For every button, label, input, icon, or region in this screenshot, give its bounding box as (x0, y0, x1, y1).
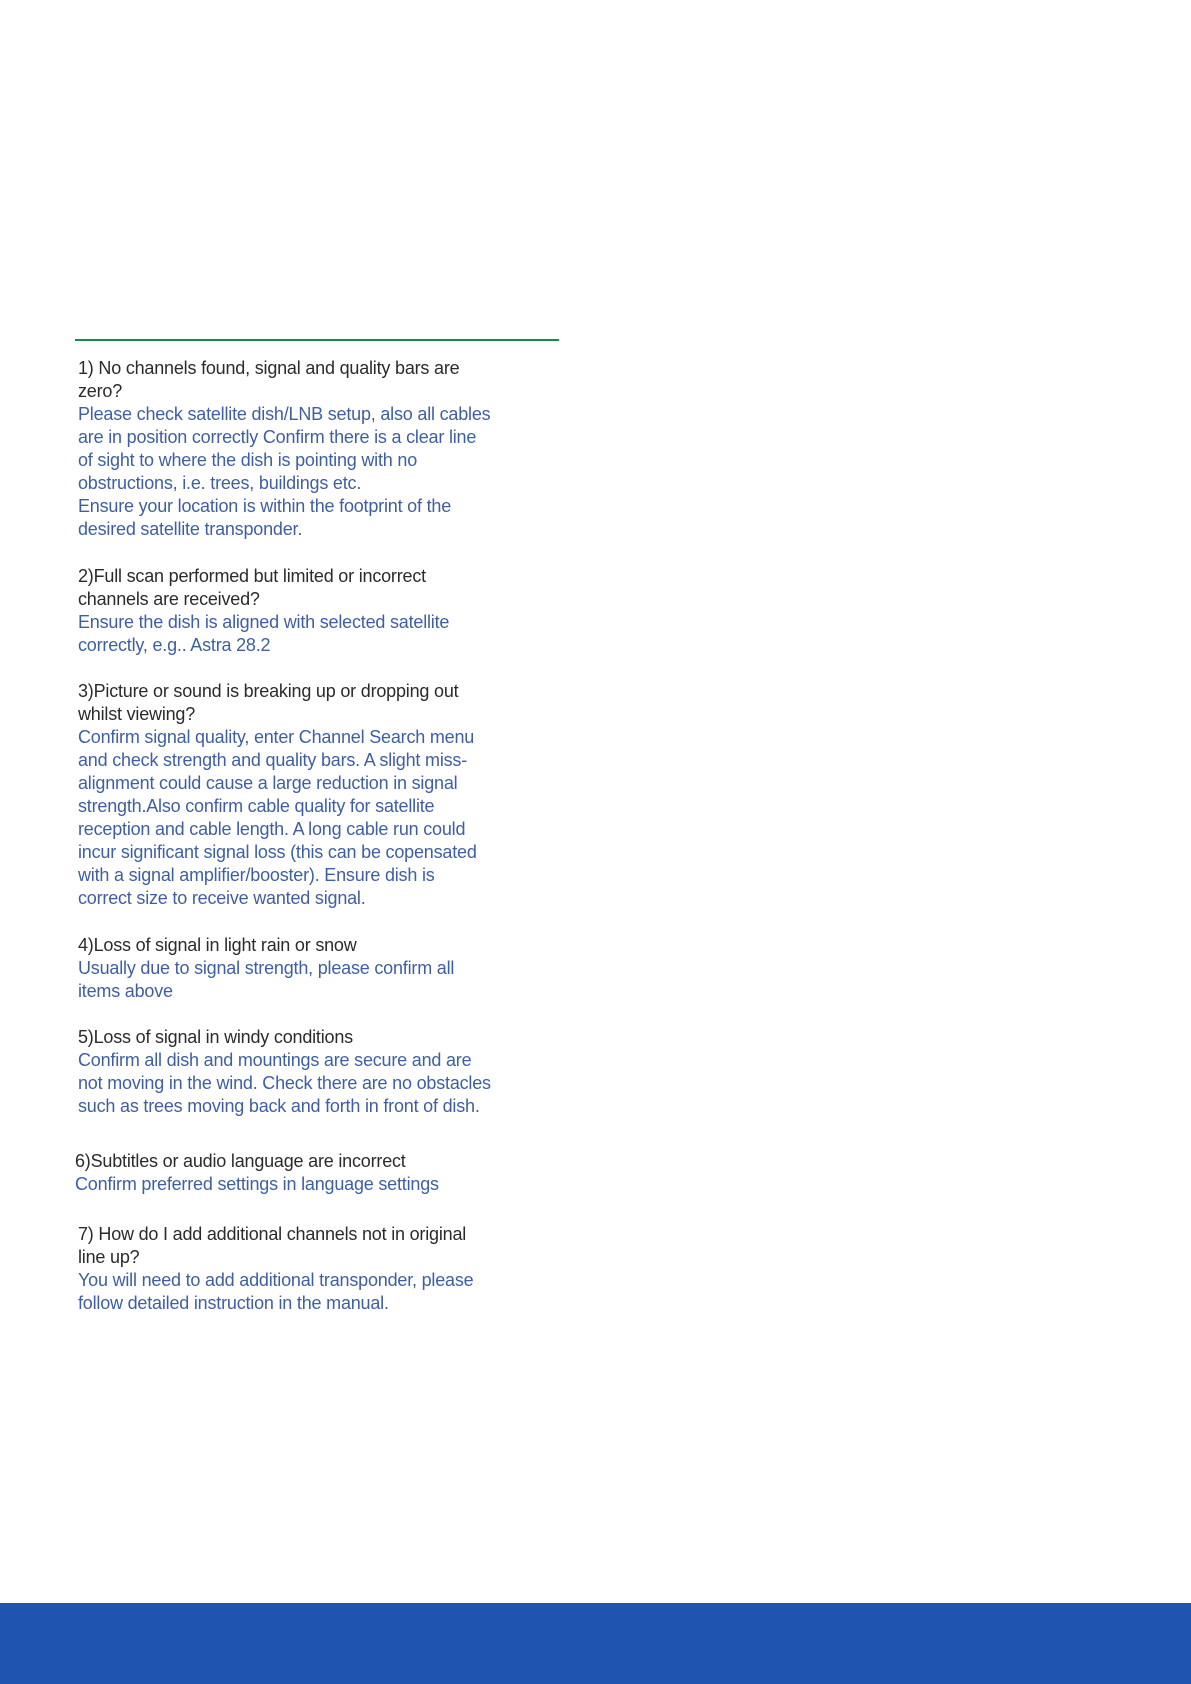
faq-answer: Confirm preferred settings in language settings (75, 1174, 439, 1194)
faq-item-subtitles-language (75, 1150, 515, 1196)
faq-question: 7) How do I add additional channels not in original line up? (78, 1224, 467, 1267)
faq-question: 2)Full scan performed but limited or incorrect channels are received? (78, 566, 426, 609)
faq-question: 1) No channels found, signal and quality bars are zero? (78, 358, 460, 401)
faq-question: 6)Subtitles or audio language are incorrect (75, 1151, 406, 1171)
faq-question: 3)Picture or sound is breaking up or dropping out whilst viewing? (78, 681, 459, 724)
footer-band (0, 1603, 1191, 1684)
faq-question: 5)Loss of signal in windy conditions (78, 1027, 353, 1047)
faq-item-additional-channels (78, 1223, 518, 1315)
section-divider-line (75, 339, 559, 341)
faq-answer: Confirm signal quality, enter Channel Search menu and check strength and quality bars. A slight miss- alignment could cause a large reduction in signal strength.Also confirm cable quality for satellite reception and cable length. A long cable run could incur significant signal loss (this can be copensated with a signal amplifier/booster). Ensure dish is correct size to receive wanted signal. (78, 727, 477, 908)
faq-answer: Please check satellite dish/LNB setup, also all cables are in position correctly Confirm there is a clear line of sight to where the dish is pointing with no obstructions, i.e. trees, buildings etc. Ensure your location is within the footprint of the desired satellite transponder. (78, 404, 491, 539)
faq-item-picture-breaking-up (78, 680, 518, 910)
faq-item-no-channels (78, 357, 518, 541)
faq-item-limited-channels (78, 565, 518, 657)
faq-answer: Usually due to signal strength, please confirm all items above (78, 958, 455, 1001)
faq-item-rain-snow (78, 934, 518, 1003)
faq-question: 4)Loss of signal in light rain or snow (78, 935, 357, 955)
faq-answer: Confirm all dish and mountings are secure and are not moving in the wind. Check there are no obstacles such as trees moving back and forth in front of dish. (78, 1050, 491, 1116)
faq-answer: Ensure the dish is aligned with selected satellite correctly, e.g.. Astra 28.2 (78, 612, 450, 655)
faq-item-windy-conditions (78, 1026, 518, 1118)
faq-answer: You will need to add additional transponder, please follow detailed instruction in the manual. (78, 1270, 474, 1313)
